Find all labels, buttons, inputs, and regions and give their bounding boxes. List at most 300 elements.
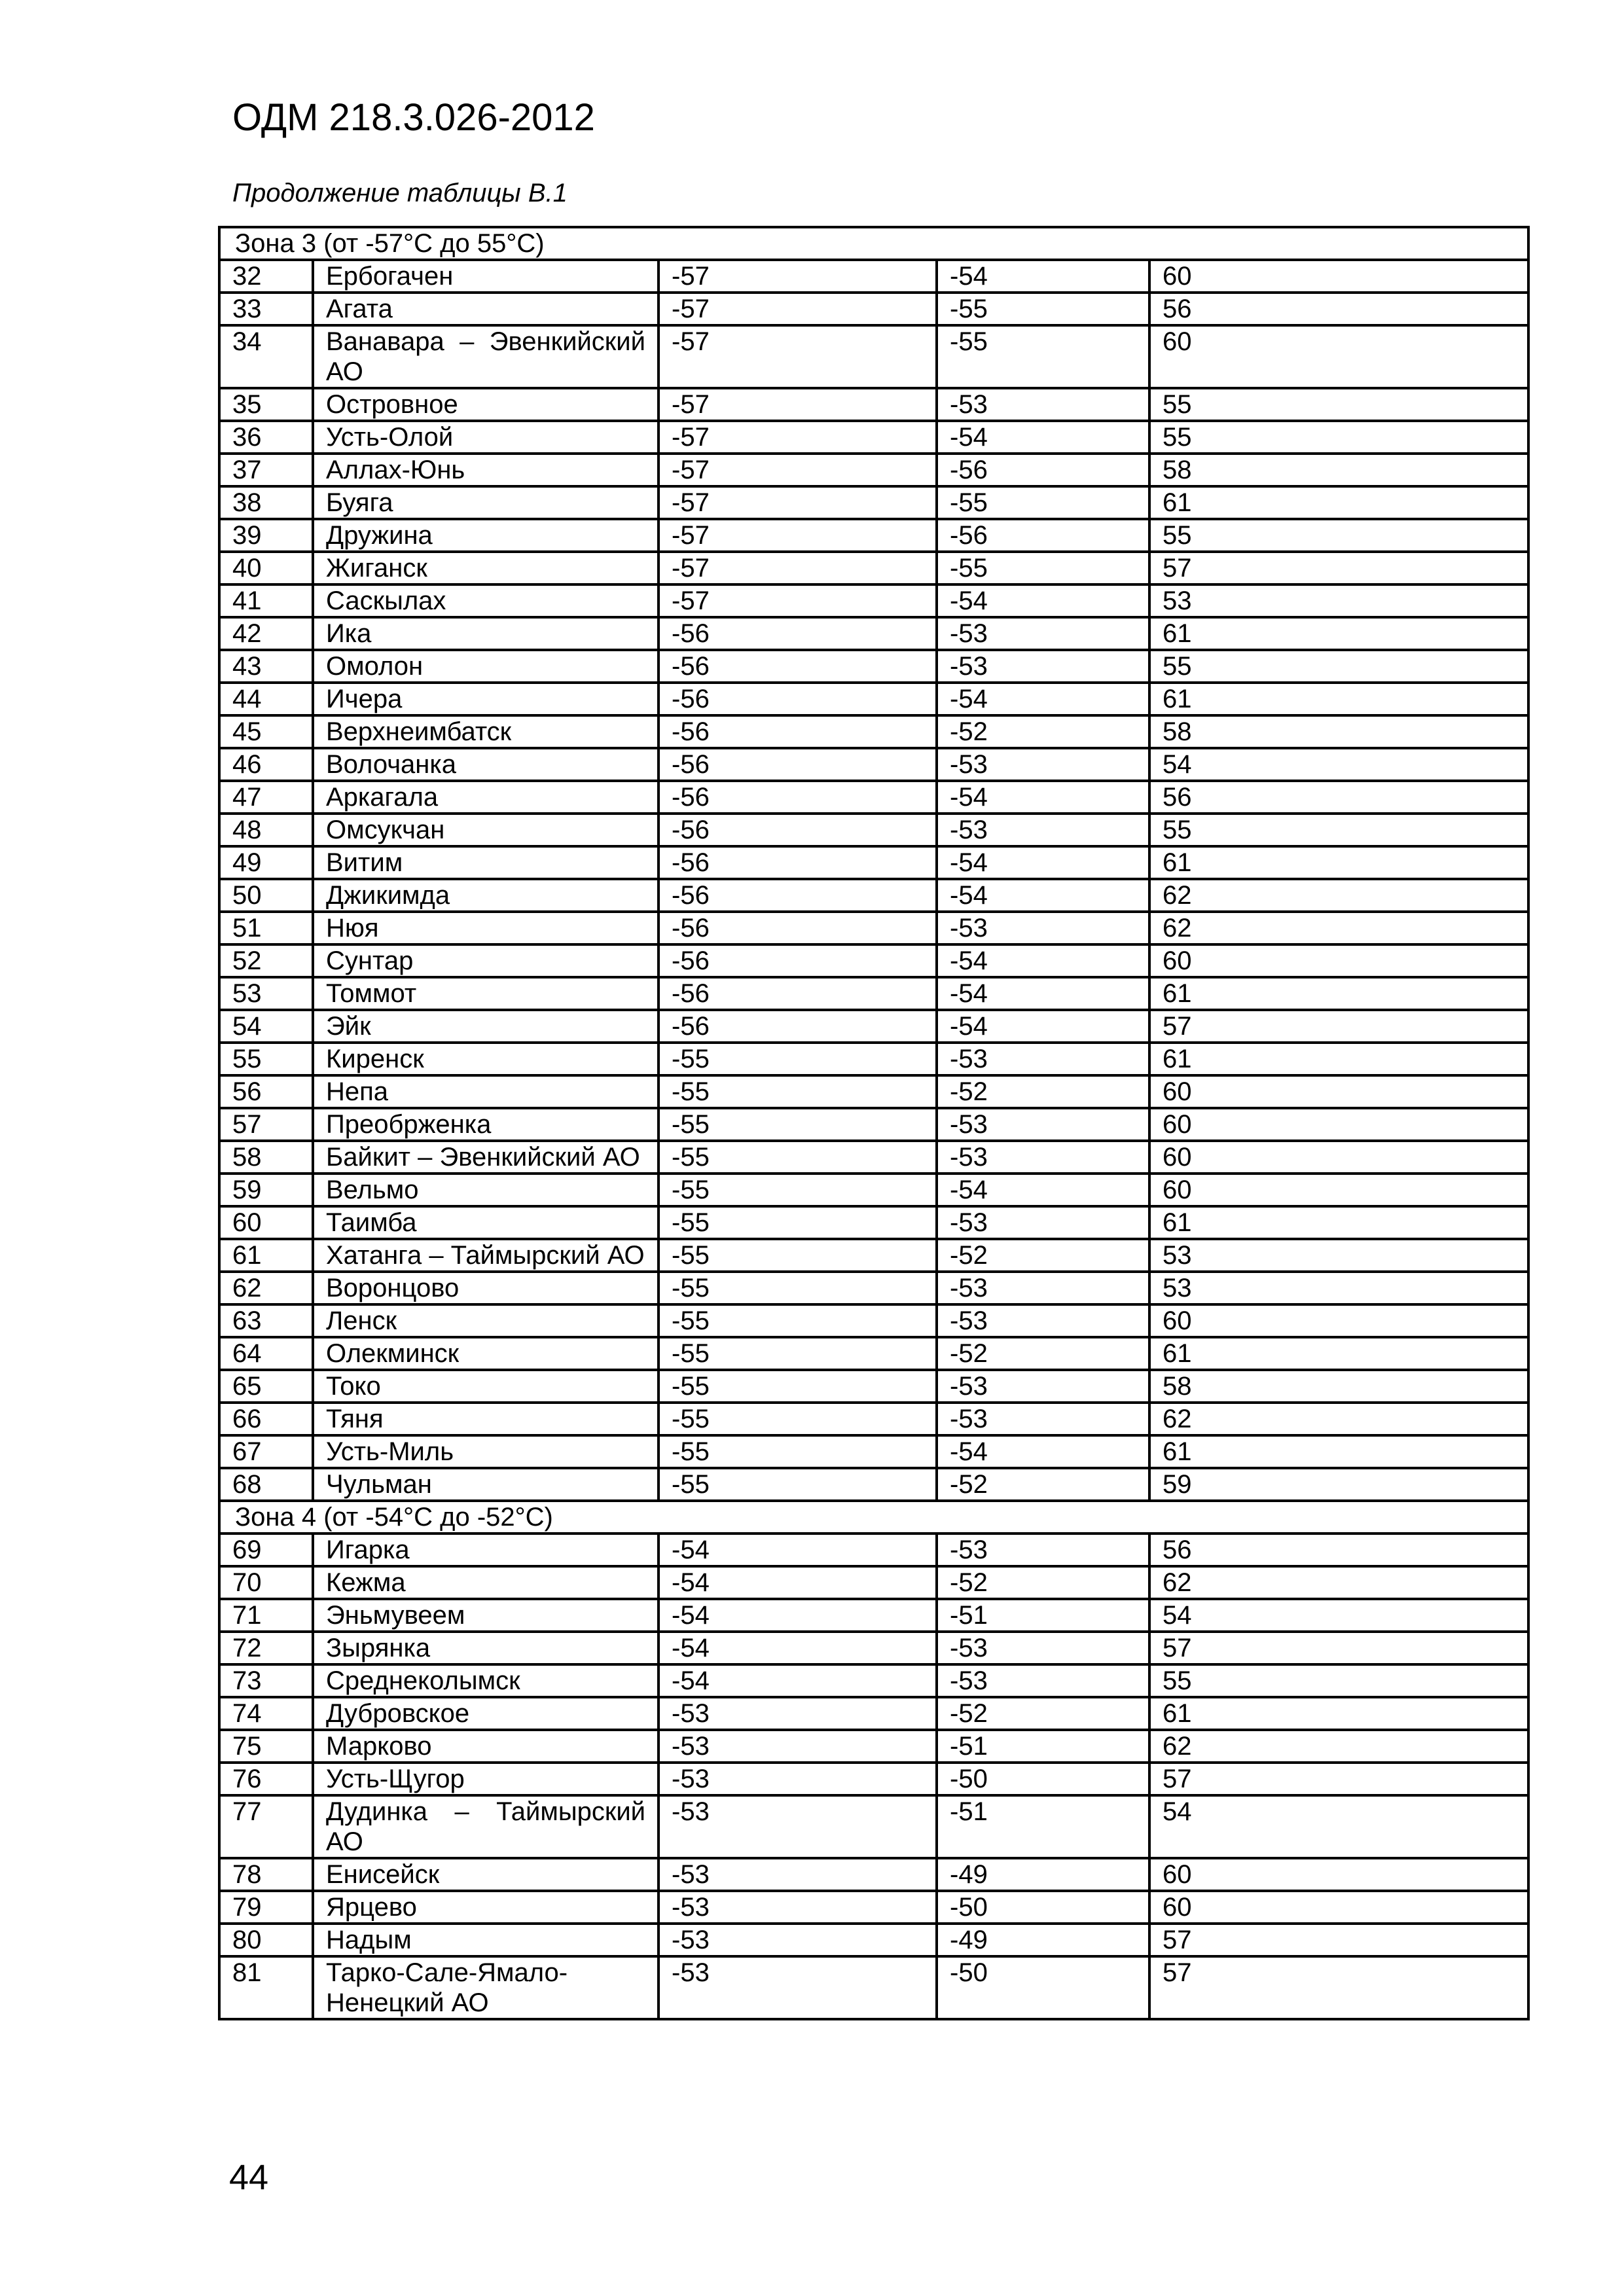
value-cell-3: 53	[1149, 1272, 1528, 1304]
table-row	[219, 1534, 1528, 1566]
value-cell-1: -56	[659, 650, 937, 683]
value-cell-2: -53	[937, 1403, 1149, 1435]
row-number-cell: 33	[219, 293, 313, 325]
value-cell-3: 55	[1149, 650, 1528, 683]
value-cell-2: -53	[937, 1108, 1149, 1141]
station-name-cell: Надым	[313, 1924, 659, 1956]
value-cell-2: -53	[937, 1043, 1149, 1075]
station-name-cell: Зырянка	[313, 1632, 659, 1664]
value-cell-3: 55	[1149, 388, 1528, 421]
value-cell-2: -54	[937, 944, 1149, 977]
station-name-cell: Воронцово	[313, 1272, 659, 1304]
value-cell-3: 60	[1149, 1174, 1528, 1206]
value-cell-2: -53	[937, 748, 1149, 781]
station-name-cell: Эйк	[313, 1010, 659, 1043]
station-name-cell: Усть-Миль	[313, 1435, 659, 1468]
value-cell-3: 53	[1149, 584, 1528, 617]
row-number-cell: 79	[219, 1891, 313, 1924]
table-row	[219, 454, 1528, 486]
value-cell-2: -53	[937, 1304, 1149, 1337]
value-cell-2: -53	[937, 388, 1149, 421]
station-name-cell: Саскылах	[313, 584, 659, 617]
row-number-cell: 76	[219, 1763, 313, 1795]
station-name-cell: Аллах-Юнь	[313, 454, 659, 486]
row-number-cell: 63	[219, 1304, 313, 1337]
value-cell-2: -54	[937, 846, 1149, 879]
table-row	[219, 1174, 1528, 1206]
value-cell-2: -56	[937, 519, 1149, 552]
value-cell-1: -57	[659, 293, 937, 325]
row-number-cell: 66	[219, 1403, 313, 1435]
station-name-cell: Ичера	[313, 683, 659, 715]
station-name-cell: Нюя	[313, 912, 659, 944]
value-cell-3: 57	[1149, 1632, 1528, 1664]
table-row	[219, 1891, 1528, 1924]
station-name-cell: Ленск	[313, 1304, 659, 1337]
value-cell-2: -55	[937, 486, 1149, 519]
station-name-cell: Дудинка – Таймырский АО	[313, 1795, 659, 1858]
row-number-cell: 37	[219, 454, 313, 486]
row-number-cell: 80	[219, 1924, 313, 1956]
value-cell-1: -55	[659, 1304, 937, 1337]
value-cell-2: -54	[937, 1010, 1149, 1043]
value-cell-1: -55	[659, 1239, 937, 1272]
row-number-cell: 32	[219, 260, 313, 293]
value-cell-3: 57	[1149, 1763, 1528, 1795]
row-number-cell: 72	[219, 1632, 313, 1664]
station-name-cell: Тяня	[313, 1403, 659, 1435]
value-cell-1: -55	[659, 1272, 937, 1304]
station-name-cell: Ика	[313, 617, 659, 650]
value-cell-3: 58	[1149, 1370, 1528, 1403]
table-row	[219, 617, 1528, 650]
zone-label: Зона 3 (от -57°С до 55°С)	[219, 227, 1528, 260]
value-cell-2: -52	[937, 1337, 1149, 1370]
value-cell-1: -55	[659, 1435, 937, 1468]
value-cell-1: -55	[659, 1141, 937, 1174]
table-row	[219, 1599, 1528, 1632]
table-row	[219, 1795, 1528, 1858]
table-row	[219, 683, 1528, 715]
table-row	[219, 1272, 1528, 1304]
value-cell-3: 54	[1149, 1599, 1528, 1632]
table-row	[219, 1075, 1528, 1108]
station-name-cell: Томмот	[313, 977, 659, 1010]
table-row	[219, 1435, 1528, 1468]
station-name-cell: Усть-Олой	[313, 421, 659, 454]
table-row	[219, 1337, 1528, 1370]
value-cell-1: -53	[659, 1730, 937, 1763]
row-number-cell: 36	[219, 421, 313, 454]
value-cell-3: 56	[1149, 781, 1528, 814]
value-cell-3: 54	[1149, 1795, 1528, 1858]
row-number-cell: 41	[219, 584, 313, 617]
station-name-cell: Джикимда	[313, 879, 659, 912]
station-name-cell: Эньмувеем	[313, 1599, 659, 1632]
station-name-cell: Ербогачен	[313, 260, 659, 293]
value-cell-2: -54	[937, 1435, 1149, 1468]
value-cell-1: -53	[659, 1795, 937, 1858]
row-number-cell: 68	[219, 1468, 313, 1501]
table-row	[219, 1956, 1528, 2019]
station-name-cell: Таимба	[313, 1206, 659, 1239]
value-cell-2: -53	[937, 1632, 1149, 1664]
station-name-cell: Островное	[313, 388, 659, 421]
value-cell-2: -54	[937, 260, 1149, 293]
value-cell-1: -57	[659, 519, 937, 552]
station-name-cell: Байкит – Эвенкийский АО	[313, 1141, 659, 1174]
row-number-cell: 40	[219, 552, 313, 584]
station-name-cell: Олекминск	[313, 1337, 659, 1370]
value-cell-3: 57	[1149, 552, 1528, 584]
table-row	[219, 388, 1528, 421]
table-row	[219, 1763, 1528, 1795]
value-cell-1: -57	[659, 421, 937, 454]
value-cell-2: -53	[937, 1370, 1149, 1403]
row-number-cell: 58	[219, 1141, 313, 1174]
value-cell-1: -57	[659, 486, 937, 519]
row-number-cell: 42	[219, 617, 313, 650]
table-row	[219, 1468, 1528, 1501]
station-name-cell: Чульман	[313, 1468, 659, 1501]
station-name-cell: Ярцево	[313, 1891, 659, 1924]
row-number-cell: 49	[219, 846, 313, 879]
value-cell-1: -55	[659, 1468, 937, 1501]
station-name-cell: Буяга	[313, 486, 659, 519]
row-number-cell: 78	[219, 1858, 313, 1891]
value-cell-3: 62	[1149, 1730, 1528, 1763]
value-cell-3: 61	[1149, 1697, 1528, 1730]
value-cell-2: -53	[937, 617, 1149, 650]
table-caption: Продолжение таблицы В.1	[232, 179, 568, 207]
row-number-cell: 44	[219, 683, 313, 715]
value-cell-3: 61	[1149, 846, 1528, 879]
value-cell-2: -52	[937, 715, 1149, 748]
table-row	[219, 293, 1528, 325]
value-cell-3: 61	[1149, 683, 1528, 715]
value-cell-1: -55	[659, 1403, 937, 1435]
value-cell-3: 60	[1149, 1891, 1528, 1924]
table-row	[219, 1403, 1528, 1435]
station-name-cell: Аркагала	[313, 781, 659, 814]
value-cell-3: 61	[1149, 1043, 1528, 1075]
page-number: 44	[229, 2158, 269, 2197]
station-name-cell: Среднеколымск	[313, 1664, 659, 1697]
zone-label: Зона 4 (от -54°С до -52°С)	[219, 1501, 1528, 1534]
table-row	[219, 944, 1528, 977]
value-cell-1: -53	[659, 1956, 937, 2019]
table-row	[219, 977, 1528, 1010]
station-name-cell: Омсукчан	[313, 814, 659, 846]
value-cell-3: 57	[1149, 1924, 1528, 1956]
value-cell-2: -51	[937, 1599, 1149, 1632]
table-row	[219, 814, 1528, 846]
value-cell-1: -53	[659, 1924, 937, 1956]
station-name-cell: Агата	[313, 293, 659, 325]
value-cell-1: -56	[659, 814, 937, 846]
value-cell-1: -55	[659, 1043, 937, 1075]
table-row	[219, 1141, 1528, 1174]
table-row	[219, 1632, 1528, 1664]
station-name-cell: Марково	[313, 1730, 659, 1763]
table-row	[219, 486, 1528, 519]
value-cell-1: -53	[659, 1763, 937, 1795]
zone-header-row	[219, 1501, 1528, 1534]
row-number-cell: 56	[219, 1075, 313, 1108]
row-number-cell: 38	[219, 486, 313, 519]
value-cell-1: -54	[659, 1566, 937, 1599]
value-cell-3: 61	[1149, 617, 1528, 650]
value-cell-2: -54	[937, 879, 1149, 912]
value-cell-1: -55	[659, 1174, 937, 1206]
row-number-cell: 65	[219, 1370, 313, 1403]
value-cell-1: -56	[659, 912, 937, 944]
table-row	[219, 1206, 1528, 1239]
value-cell-1: -56	[659, 1010, 937, 1043]
value-cell-3: 55	[1149, 421, 1528, 454]
table-row	[219, 1239, 1528, 1272]
value-cell-3: 60	[1149, 260, 1528, 293]
value-cell-3: 58	[1149, 715, 1528, 748]
table-row	[219, 781, 1528, 814]
value-cell-2: -55	[937, 325, 1149, 388]
row-number-cell: 67	[219, 1435, 313, 1468]
row-number-cell: 43	[219, 650, 313, 683]
row-number-cell: 74	[219, 1697, 313, 1730]
value-cell-1: -55	[659, 1337, 937, 1370]
row-number-cell: 48	[219, 814, 313, 846]
table-row	[219, 1924, 1528, 1956]
value-cell-3: 60	[1149, 1858, 1528, 1891]
table-row	[219, 421, 1528, 454]
table-row	[219, 1043, 1528, 1075]
table-row	[219, 846, 1528, 879]
value-cell-2: -51	[937, 1730, 1149, 1763]
row-number-cell: 57	[219, 1108, 313, 1141]
value-cell-3: 62	[1149, 1566, 1528, 1599]
value-cell-1: -54	[659, 1599, 937, 1632]
value-cell-2: -54	[937, 421, 1149, 454]
station-name-cell: Волочанка	[313, 748, 659, 781]
value-cell-2: -53	[937, 1206, 1149, 1239]
value-cell-3: 61	[1149, 486, 1528, 519]
value-cell-3: 60	[1149, 325, 1528, 388]
value-cell-2: -53	[937, 650, 1149, 683]
table-row	[219, 1566, 1528, 1599]
value-cell-2: -53	[937, 1272, 1149, 1304]
row-number-cell: 46	[219, 748, 313, 781]
zone-header-row	[219, 227, 1528, 260]
value-cell-1: -56	[659, 879, 937, 912]
value-cell-1: -54	[659, 1664, 937, 1697]
row-number-cell: 55	[219, 1043, 313, 1075]
value-cell-3: 61	[1149, 1435, 1528, 1468]
value-cell-2: -52	[937, 1566, 1149, 1599]
value-cell-2: -54	[937, 1174, 1149, 1206]
value-cell-1: -55	[659, 1206, 937, 1239]
table-row	[219, 519, 1528, 552]
value-cell-1: -57	[659, 552, 937, 584]
table-row	[219, 1108, 1528, 1141]
value-cell-2: -53	[937, 1141, 1149, 1174]
value-cell-3: 60	[1149, 944, 1528, 977]
row-number-cell: 81	[219, 1956, 313, 2019]
value-cell-1: -56	[659, 846, 937, 879]
value-cell-1: -53	[659, 1891, 937, 1924]
station-name-cell: Омолон	[313, 650, 659, 683]
value-cell-2: -52	[937, 1468, 1149, 1501]
table-row	[219, 552, 1528, 584]
station-name-cell: Токо	[313, 1370, 659, 1403]
station-name-cell: Енисейск	[313, 1858, 659, 1891]
data-table	[218, 226, 1530, 2020]
value-cell-3: 61	[1149, 1206, 1528, 1239]
value-cell-2: -51	[937, 1795, 1149, 1858]
table-row	[219, 1697, 1528, 1730]
value-cell-1: -54	[659, 1632, 937, 1664]
value-cell-1: -55	[659, 1370, 937, 1403]
value-cell-2: -56	[937, 454, 1149, 486]
table-row	[219, 1370, 1528, 1403]
value-cell-3: 58	[1149, 454, 1528, 486]
value-cell-1: -56	[659, 781, 937, 814]
row-number-cell: 61	[219, 1239, 313, 1272]
value-cell-1: -56	[659, 748, 937, 781]
value-cell-3: 60	[1149, 1108, 1528, 1141]
value-cell-3: 61	[1149, 1337, 1528, 1370]
row-number-cell: 75	[219, 1730, 313, 1763]
value-cell-1: -56	[659, 683, 937, 715]
value-cell-2: -54	[937, 584, 1149, 617]
table-row	[219, 650, 1528, 683]
table-row	[219, 1730, 1528, 1763]
station-name-cell: Игарка	[313, 1534, 659, 1566]
value-cell-2: -53	[937, 912, 1149, 944]
station-name-cell: Верхнеимбатск	[313, 715, 659, 748]
station-name-cell: Киренск	[313, 1043, 659, 1075]
station-name-cell: Кежма	[313, 1566, 659, 1599]
row-number-cell: 50	[219, 879, 313, 912]
station-name-cell: Хатанга – Таймырский АО	[313, 1239, 659, 1272]
station-name-cell: Ванавара – Эвенкийский АО	[313, 325, 659, 388]
value-cell-2: -53	[937, 814, 1149, 846]
value-cell-1: -54	[659, 1534, 937, 1566]
table-row	[219, 879, 1528, 912]
station-name-cell: Дружина	[313, 519, 659, 552]
value-cell-3: 60	[1149, 1304, 1528, 1337]
value-cell-1: -55	[659, 1108, 937, 1141]
value-cell-2: -55	[937, 293, 1149, 325]
row-number-cell: 35	[219, 388, 313, 421]
station-name-cell: Дубровское	[313, 1697, 659, 1730]
value-cell-1: -53	[659, 1858, 937, 1891]
station-name-cell: Тарко-Сале-Ямало-Ненецкий АО	[313, 1956, 659, 2019]
value-cell-3: 54	[1149, 748, 1528, 781]
row-number-cell: 73	[219, 1664, 313, 1697]
value-cell-1: -57	[659, 325, 937, 388]
value-cell-2: -49	[937, 1924, 1149, 1956]
value-cell-2: -53	[937, 1664, 1149, 1697]
value-cell-3: 60	[1149, 1075, 1528, 1108]
station-name-cell: Непа	[313, 1075, 659, 1108]
row-number-cell: 62	[219, 1272, 313, 1304]
value-cell-1: -55	[659, 1075, 937, 1108]
table-row	[219, 1304, 1528, 1337]
value-cell-3: 55	[1149, 814, 1528, 846]
value-cell-3: 60	[1149, 1141, 1528, 1174]
value-cell-2: -52	[937, 1697, 1149, 1730]
value-cell-2: -52	[937, 1239, 1149, 1272]
document-code: ОДМ 218.3.026-2012	[232, 96, 595, 139]
station-name-cell: Витим	[313, 846, 659, 879]
value-cell-2: -54	[937, 977, 1149, 1010]
value-cell-1: -56	[659, 977, 937, 1010]
value-cell-1: -57	[659, 260, 937, 293]
value-cell-3: 56	[1149, 1534, 1528, 1566]
row-number-cell: 59	[219, 1174, 313, 1206]
table-row	[219, 325, 1528, 388]
station-name-cell: Сунтар	[313, 944, 659, 977]
table-row	[219, 584, 1528, 617]
value-cell-3: 62	[1149, 879, 1528, 912]
row-number-cell: 64	[219, 1337, 313, 1370]
value-cell-2: -55	[937, 552, 1149, 584]
station-name-cell: Вельмо	[313, 1174, 659, 1206]
row-number-cell: 39	[219, 519, 313, 552]
table-row	[219, 1858, 1528, 1891]
value-cell-3: 53	[1149, 1239, 1528, 1272]
table-row	[219, 748, 1528, 781]
value-cell-2: -53	[937, 1534, 1149, 1566]
value-cell-3: 56	[1149, 293, 1528, 325]
row-number-cell: 34	[219, 325, 313, 388]
table-body	[219, 227, 1528, 2019]
value-cell-3: 57	[1149, 1010, 1528, 1043]
row-number-cell: 77	[219, 1795, 313, 1858]
row-number-cell: 71	[219, 1599, 313, 1632]
value-cell-2: -54	[937, 683, 1149, 715]
value-cell-1: -56	[659, 617, 937, 650]
value-cell-3: 62	[1149, 912, 1528, 944]
value-cell-3: 55	[1149, 519, 1528, 552]
value-cell-2: -52	[937, 1075, 1149, 1108]
value-cell-1: -57	[659, 584, 937, 617]
row-number-cell: 60	[219, 1206, 313, 1239]
value-cell-1: -56	[659, 715, 937, 748]
row-number-cell: 45	[219, 715, 313, 748]
row-number-cell: 51	[219, 912, 313, 944]
value-cell-1: -56	[659, 944, 937, 977]
row-number-cell: 69	[219, 1534, 313, 1566]
row-number-cell: 70	[219, 1566, 313, 1599]
value-cell-2: -54	[937, 781, 1149, 814]
table-row	[219, 715, 1528, 748]
value-cell-3: 59	[1149, 1468, 1528, 1501]
value-cell-1: -53	[659, 1697, 937, 1730]
table-row	[219, 1664, 1528, 1697]
station-name-cell: Усть-Щугор	[313, 1763, 659, 1795]
table-row	[219, 260, 1528, 293]
value-cell-1: -57	[659, 388, 937, 421]
value-cell-3: 55	[1149, 1664, 1528, 1697]
value-cell-2: -50	[937, 1956, 1149, 2019]
value-cell-2: -50	[937, 1891, 1149, 1924]
value-cell-3: 57	[1149, 1956, 1528, 2019]
station-name-cell: Жиганск	[313, 552, 659, 584]
row-number-cell: 53	[219, 977, 313, 1010]
row-number-cell: 47	[219, 781, 313, 814]
value-cell-2: -50	[937, 1763, 1149, 1795]
